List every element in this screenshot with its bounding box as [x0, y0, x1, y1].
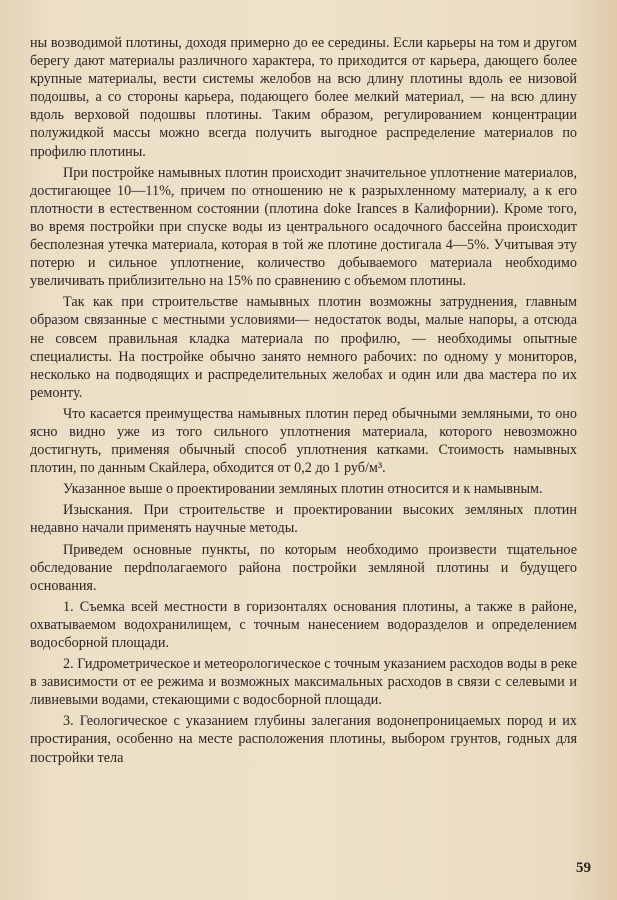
list-item-hydrometric: 2. Гидрометрическое и метеорологическое с точным указанием расходов воды в реке в зависимости от ее режима и возможных максимальных расходов в связи с селевыми и ливневыми водами, стекающими с водосборной площади. — [30, 656, 577, 709]
list-item-geological: 3. Геологическое с указанием глубины залегания водонепроницаемых пород и их простирания, особенно на месте расположения плотины, выбором грунтов, годных для постройки тела — [30, 713, 577, 766]
body-text — [30, 34, 577, 770]
paragraph-difficulties: Так как при строительстве намывных плотин возможны затруднения, главным образом связанные с местными условиями— недостаток воды, малые напоры, а отсюда не совсем правильная кладка материала по профилю, — необходимы опытные специалисты. На постройке обычно занято немного рабочих: по одному у мониторов, несколько на подводящих и распределительных желобах и один или два мастера по их ремонту. — [30, 294, 577, 401]
paragraph-design-note: Указанное выше о проектировании земляных плотин относится и к намывным. — [63, 481, 543, 498]
paragraph-surveys: Изыскания. При строительстве и проектировании высоких земляных плотин недавно начали применять научные методы. — [30, 502, 577, 537]
paragraph-compaction: При постройке намывных плотин происходит значительное уплотнение материалов, достигающее 10—11%, причем по отношению не к разрыхленному материалу, а к его плотности в естественном состоянии (плотина doke Irances в Калифорнии). Кроме того, во время постройки при спуске воды из центрального осадочного бассейна происходит бесполезная утечка материала, которая в той же плотине достигала 4—5%. Учитывая эту потерю и сильное уплотнение, количество добываемого материала необходимо увеличивать приблизительно на 15% по сравнению с объемом плотины. — [30, 164, 577, 290]
paragraph-main-points: Приведем основные пункты, по которым необходимо произвести тщательное обследование перdполагаемого района постройки земляной плотины и будущего основания. — [30, 541, 577, 594]
paragraph-advantages: Что касается преимущества намывных плотин перед обычными земляными, то оно ясно видно уже из того сильного уплотнения материала, которого невозможно достигнуть, применяя обычный способ уплотнения катками. Стоимость намывных плотин, по данным Скайлера, обходится от 0,2 до 1 руб/м³. — [30, 405, 577, 477]
page-number: 59 — [576, 860, 591, 876]
list-item-survey: 1. Съемка всей местности в горизонталях основания плотины, а также в районе, охватываемом водохранилищем, с точным нанесением водоразделов и определением водосборной площади. — [30, 598, 577, 651]
paragraph-continuation: ны возводимой плотины, доходя примерно до ее середины. Если карьеры на том и другом берегу дают материалы различного характера, то приходится от карьера, дающего более крупные материалы, вести системы желобов на всю длину плотины вдоль ее низовой подошвы, а со стороны карьера, подающего более мелкий материал, — на всю длину вдоль верховой подошвы плотины. Таким образом, регулированием концентрации полужидкой массы можно всегда получить выгодное распределение материалов по профилю плотины. — [30, 35, 577, 160]
